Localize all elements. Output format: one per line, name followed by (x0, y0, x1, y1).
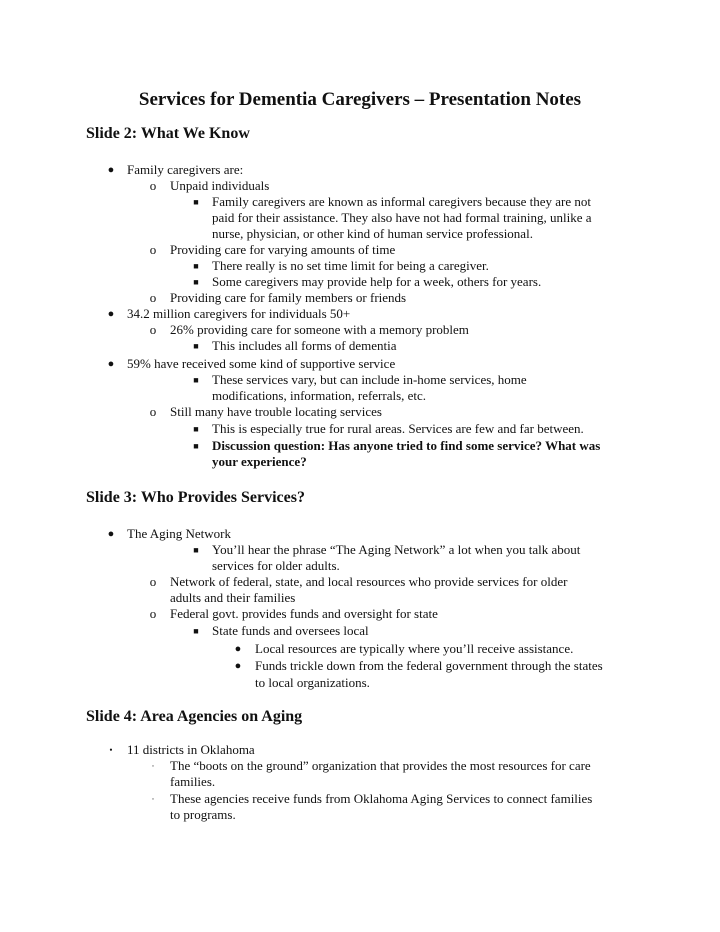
list-item-continuation: to local organizations. (255, 675, 370, 690)
bullet-square-icon: ■ (193, 197, 199, 207)
list-item: Providing care for family members or friends (170, 290, 407, 305)
list-item: This is especially true for rural areas. Services are few and far between. (212, 421, 584, 436)
list-item: Funds trickle down from the federal government through the states (255, 658, 603, 673)
bullet-disc-icon: ● (107, 164, 115, 176)
list-item-continuation: families. (170, 774, 216, 789)
list-item: Providing care for varying amounts of time (170, 242, 396, 257)
bullet-circle-icon: o (149, 574, 157, 589)
list-item: The Aging Network (127, 526, 231, 541)
bullet-square-icon: ■ (193, 545, 199, 555)
bullet-square-icon: ■ (193, 375, 199, 385)
bullet-square-icon: ■ (193, 261, 199, 271)
list-item: State funds and oversees local (212, 623, 369, 638)
section-heading: Slide 4: Area Agencies on Aging (86, 708, 303, 725)
list-item: 26% providing care for someone with a memory problem (170, 322, 469, 337)
list-item: Still many have trouble locating services (170, 404, 382, 419)
bullet-circle-icon: o (149, 606, 157, 621)
list-item-continuation: to programs. (170, 807, 236, 822)
list-item: This includes all forms of dementia (212, 338, 397, 353)
bullet-circle-icon: o (149, 178, 157, 193)
list-item: Family caregivers are: (127, 162, 244, 177)
list-item-continuation: services for older adults. (212, 558, 340, 573)
list-item: Local resources are typically where you’ll receive assistance. (255, 641, 574, 656)
bullet-circle-icon: o (149, 242, 157, 257)
bullet-dot-icon: · (151, 761, 155, 771)
bullet-square-icon: ■ (193, 277, 199, 287)
bullet-dot-icon: • (109, 745, 113, 755)
bullet-square-icon: ■ (193, 441, 199, 451)
list-item: There really is no set time limit for being a caregiver. (212, 258, 489, 273)
bullet-square-icon: ■ (193, 626, 199, 636)
bullet-disc-icon: ● (234, 643, 242, 655)
list-item: The “boots on the ground” organization that provides the most resources for care (170, 758, 591, 773)
list-item: 59% have received some kind of supportive service (127, 356, 396, 371)
bullet-square-icon: ■ (193, 424, 199, 434)
bullet-disc-icon: ● (107, 308, 115, 320)
discussion-question: Discussion question: Has anyone tried to find some service? What was (212, 438, 601, 453)
list-item-continuation: adults and their families (170, 590, 296, 605)
list-item: You’ll hear the phrase “The Aging Network” a lot when you talk about (212, 542, 581, 557)
bullet-circle-icon: o (149, 322, 157, 337)
bullet-disc-icon: ● (234, 660, 242, 672)
list-item: 11 districts in Oklahoma (127, 742, 255, 757)
bullet-square-icon: ■ (193, 341, 199, 351)
list-item: 34.2 million caregivers for individuals 50+ (127, 306, 351, 321)
bullet-disc-icon: ● (107, 358, 115, 370)
bullet-dot-icon: · (151, 794, 155, 804)
bullet-disc-icon: ● (107, 528, 115, 540)
list-item: These agencies receive funds from Oklahoma Aging Services to connect families (170, 791, 593, 806)
list-item: Network of federal, state, and local resources who provide services for older (170, 574, 568, 589)
list-item-continuation: modifications, information, referrals, etc. (212, 388, 427, 403)
list-item: Unpaid individuals (170, 178, 270, 193)
section-heading: Slide 2: What We Know (86, 125, 250, 142)
list-item: Some caregivers may provide help for a week, others for years. (212, 274, 542, 289)
list-item: Family caregivers are known as informal caregivers because they are not (212, 194, 592, 209)
list-item: These services vary, but can include in-home services, home (212, 372, 527, 387)
list-item-continuation: paid for their assistance. They also have not had formal training, unlike a (212, 210, 592, 225)
bullet-circle-icon: o (149, 404, 157, 419)
document-title: Services for Dementia Caregivers – Presentation Notes (138, 89, 582, 110)
discussion-question-continuation: your experience? (212, 454, 307, 469)
list-item: Federal govt. provides funds and oversight for state (170, 606, 438, 621)
bullet-circle-icon: o (149, 290, 157, 305)
list-item-continuation: nurse, physician, or other kind of human service professional. (212, 226, 533, 241)
section-heading: Slide 3: Who Provides Services? (86, 489, 305, 506)
